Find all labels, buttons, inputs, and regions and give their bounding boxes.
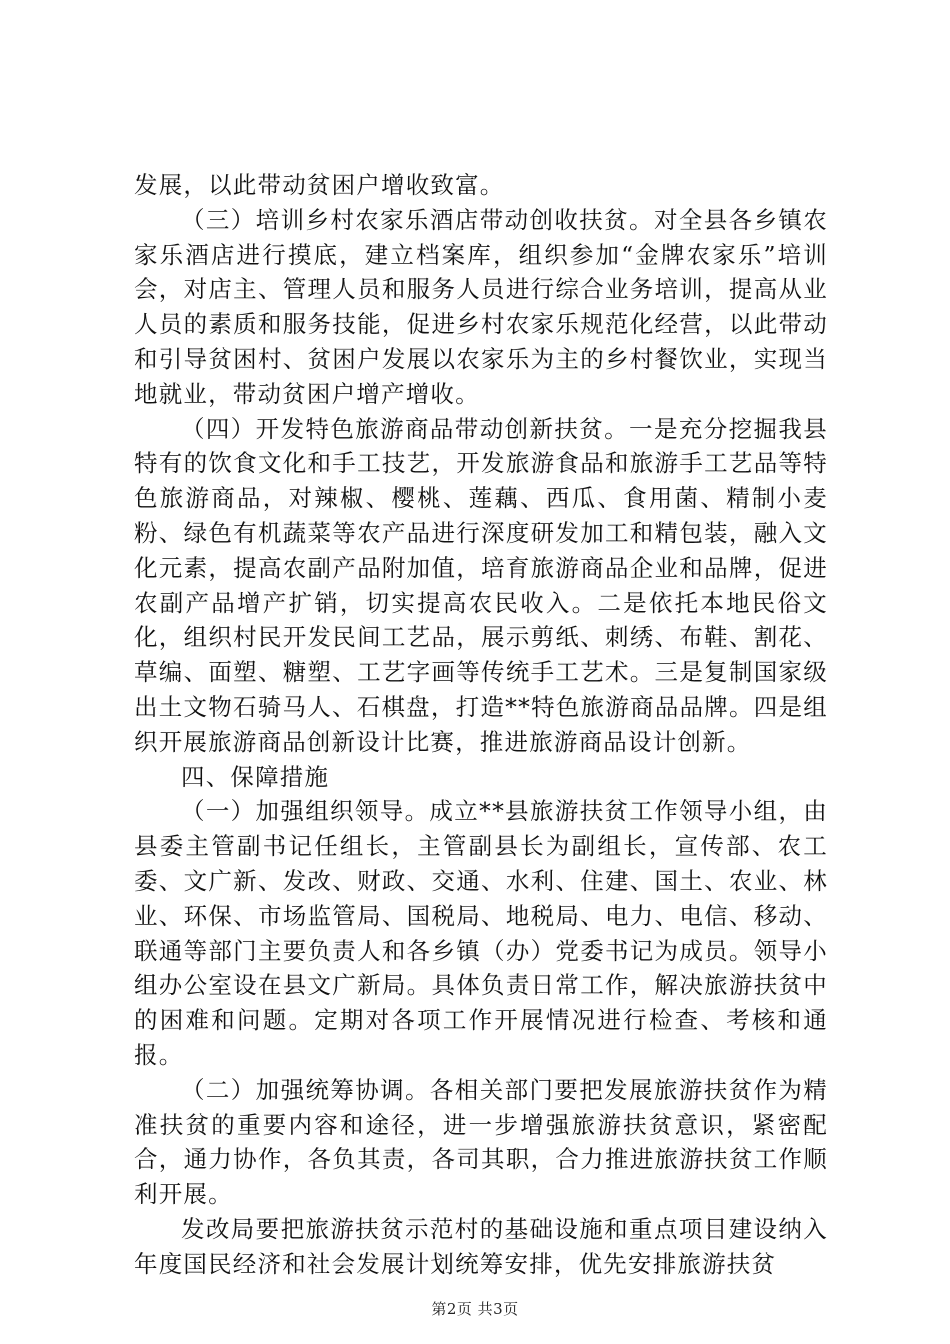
section-heading-safeguards: 四、保障措施 (181, 762, 330, 791)
paragraph-section-3: （三）培训乡村农家乐酒店带动创收扶贫。对全县各乡镇农家乐酒店进行摸底，建立档案库，组织参加“金牌农家乐”培训会，对店主、管理人员和服务人员进行综合业务培训，提高从业人员的素质和服务技能，促进乡村农家乐规范化经营，以此带动和引导贫困村、贫困户发展以农家乐为主的乡村餐饮业，实现当地就业，带动贫困户增产增收。 (134, 205, 828, 408)
paragraph-section-4: （四）开发特色旅游商品带动创新扶贫。一是充分挖掘我县特有的饮食文化和手工技艺，开发旅游食品和旅游手工艺品等特色旅游商品，对辣椒、樱桃、莲藕、西瓜、食用菌、精制小麦粉、绿色有机蔬菜等农产品进行深度研发加工和精包装，融入文化元素，提高农副产品附加值，培育旅游商品企业和品牌，促进农副产品增产扩销，切实提高农民收入。二是依托本地民俗文化，组织村民开发民间工艺品，展示剪纸、刺绣、布鞋、割花、草编、面塑、糖塑、工艺字画等传统手工艺术。三是复制国家级出土文物石骑马人、石棋盘，打造**特色旅游商品品牌。四是组织开展旅游商品创新设计比赛，推进旅游商品设计创新。 (134, 414, 828, 756)
page-number-footer: 第2页 共3页 (431, 1300, 519, 1318)
document-body (134, 168, 828, 1282)
paragraph-coordination: （二）加强统筹协调。各相关部门要把发展旅游扶贫作为精准扶贫的重要内容和途径，进一步增强旅游扶贫意识，紧密配合，通力协作，各负其责，各司其职，合力推进旅游扶贫工作顺利开展。 (134, 1075, 828, 1209)
paragraph-development-bureau: 发改局要把旅游扶贫示范村的基础设施和重点项目建设纳入年度国民经济和社会发展计划统筹安排，优先安排旅游扶贫 (134, 1214, 828, 1278)
paragraph-organization: （一）加强组织领导。成立**县旅游扶贫工作领导小组，由县委主管副书记任组长，主管副县长为副组长，宣传部、农工委、文广新、发改、财政、交通、水利、住建、国土、农业、林业、环保、市场监管局、国税局、地税局、电力、电信、移动、联通等部门主要负责人和各乡镇（办）党委书记为成员。领导小组办公室设在县文广新局。具体负责日常工作，解决旅游扶贫中的困难和问题。定期对各项工作开展情况进行检查、考核和通报。 (134, 797, 828, 1069)
paragraph-continuation: 发展，以此带动贫困户增收致富。 (134, 171, 505, 199)
